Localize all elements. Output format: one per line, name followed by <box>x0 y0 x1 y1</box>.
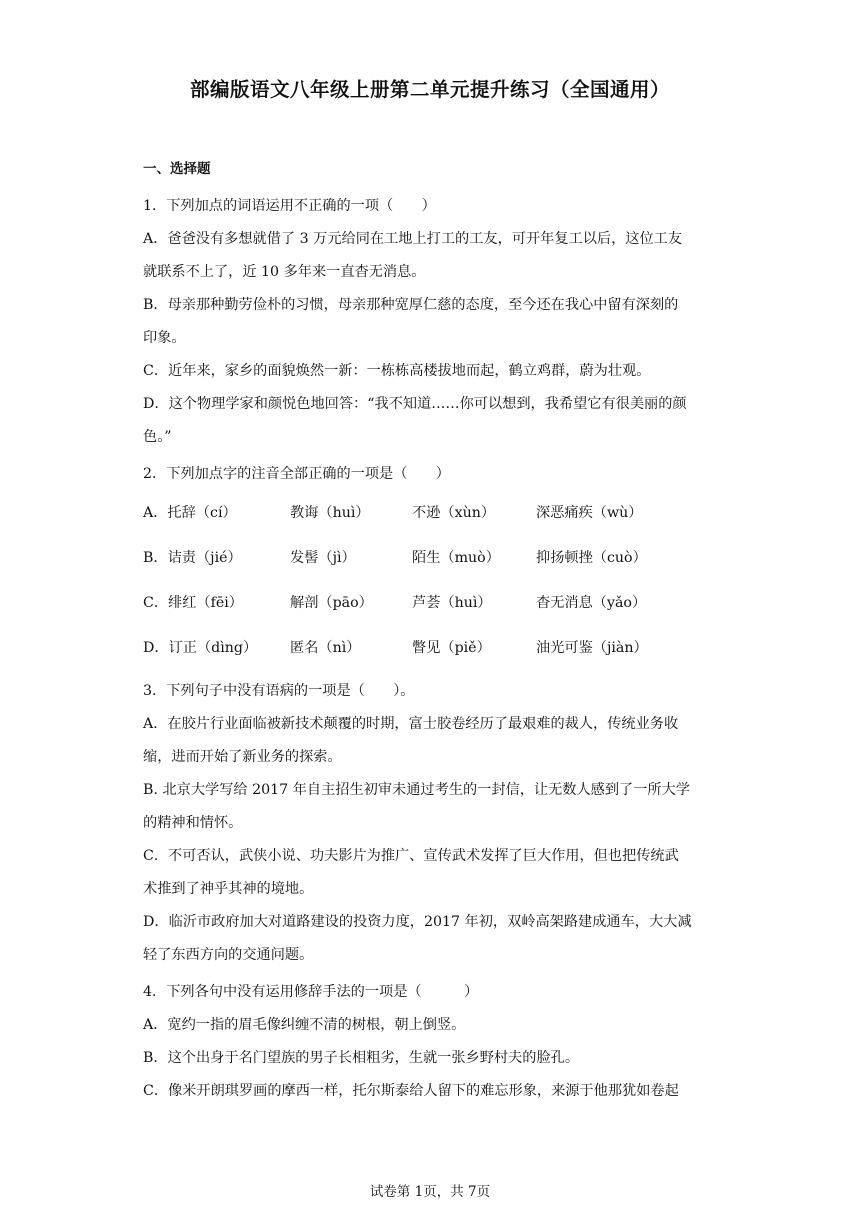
pinyin-option-row <box>143 626 721 671</box>
pinyin-option-row <box>143 491 721 536</box>
question-stem: 1．下列加点的词语运用不正确的一项（ ） <box>143 198 436 214</box>
pinyin-item: 瞥见（piě） <box>412 640 491 656</box>
option-line: 术推到了神乎其神的境地。 <box>143 881 314 897</box>
pinyin-item: 不逊（xùn） <box>412 505 496 521</box>
pinyin-item: 深恶痛疾（wù） <box>536 505 643 521</box>
question-stem: 2．下列加点字的注音全部正确的一项是（ ） <box>143 466 450 482</box>
question-stem: 3．下列句子中没有语病的一项是（ ）。 <box>143 683 415 699</box>
option-line: B．母亲那种勤劳俭朴的习惯，母亲那种宽厚仁慈的态度，至今还在我心中留有深刻的 <box>143 297 679 313</box>
content <box>143 153 721 1108</box>
option-line: B. 北京大学写给 2017 年自主招生初审未通过考生的一封信，让无数人感到了一所大学 <box>143 782 690 798</box>
pinyin-item: B．诘责（jié） <box>143 550 242 566</box>
pinyin-item: 油光可鉴（jiàn） <box>536 640 648 656</box>
option-line: B．这个出身于名门望族的男子长相粗劣，生就一张乡野村夫的脸孔。 <box>143 1050 580 1066</box>
pinyin-item: 芦荟（huì） <box>412 595 492 611</box>
question-4 <box>143 976 721 1108</box>
option-line: C．不可否认，武侠小说、功夫影片为推广、宣传武术发挥了巨大作用，但也把传统武 <box>143 848 679 864</box>
pinyin-item: 教诲（huì） <box>290 505 370 521</box>
pinyin-item: 陌生（muò） <box>412 550 500 566</box>
question-3 <box>143 675 721 972</box>
option-line: C．近年来，家乡的面貌焕然一新：一栋栋高楼拔地而起，鹤立鸡群，蔚为壮观。 <box>143 363 651 379</box>
option-line: 就联系不上了，近 10 多年来一直杳无消息。 <box>143 264 426 280</box>
pinyin-item: A．托辞（cí） <box>143 505 237 521</box>
pinyin-item: 匿名（nì） <box>290 640 361 656</box>
pinyin-item: 发髻（jì） <box>290 550 356 566</box>
option-line: 缩，进而开始了新业务的探索。 <box>143 749 342 765</box>
option-line: A．在胶片行业面临被新技术颠覆的时期，富士胶卷经历了最艰难的裁人，传统业务收 <box>143 716 679 732</box>
pinyin-item: D．订正（dìng） <box>143 640 258 656</box>
option-line: D．这个物理学家和颜悦色地回答：“我不知道……你可以想到，我希望它有很美丽的颜 <box>143 396 687 412</box>
pinyin-option-row <box>143 536 721 581</box>
pinyin-option-row <box>143 581 721 626</box>
option-line: C．像米开朗琪罗画的摩西一样，托尔斯泰给人留下的难忘形象，来源于他那犹如卷起 <box>143 1083 679 1099</box>
option-line: 印象。 <box>143 330 186 346</box>
question-stem: 4．下列各句中没有运用修辞手法的一项是（ ） <box>143 984 479 1000</box>
pinyin-item: 解剖（pāo） <box>290 595 373 611</box>
pinyin-item: 杳无消息（yǎo） <box>536 595 647 611</box>
pinyin-item: C．绯红（fēi） <box>143 595 243 611</box>
option-line: 的精神和情怀。 <box>143 815 243 831</box>
option-line: D．临沂市政府加大对道路建设的投资力度，2017 年初，双岭高架路建成通车，大大减 <box>143 914 692 930</box>
question-1 <box>143 190 721 454</box>
document-title: 部编版语文八年级上册第二单元提升练习（全国通用） <box>189 78 670 101</box>
option-line: 色。” <box>143 429 172 445</box>
page-footer: 试卷第 1页，共 7页 <box>369 1184 491 1200</box>
section-heading: 一、选择题 <box>143 161 211 177</box>
option-line: A．宽约一指的眉毛像纠缠不清的树根，朝上倒竖。 <box>143 1017 466 1033</box>
option-line: A．爸爸没有多想就借了 3 万元给同在工地上打工的工友，可开年复工以后，这位工友 <box>143 231 683 247</box>
pinyin-item: 抑扬顿挫（cuò） <box>536 550 647 566</box>
question-2 <box>143 458 721 671</box>
option-line: 轻了东西方向的交通问题。 <box>143 947 314 963</box>
